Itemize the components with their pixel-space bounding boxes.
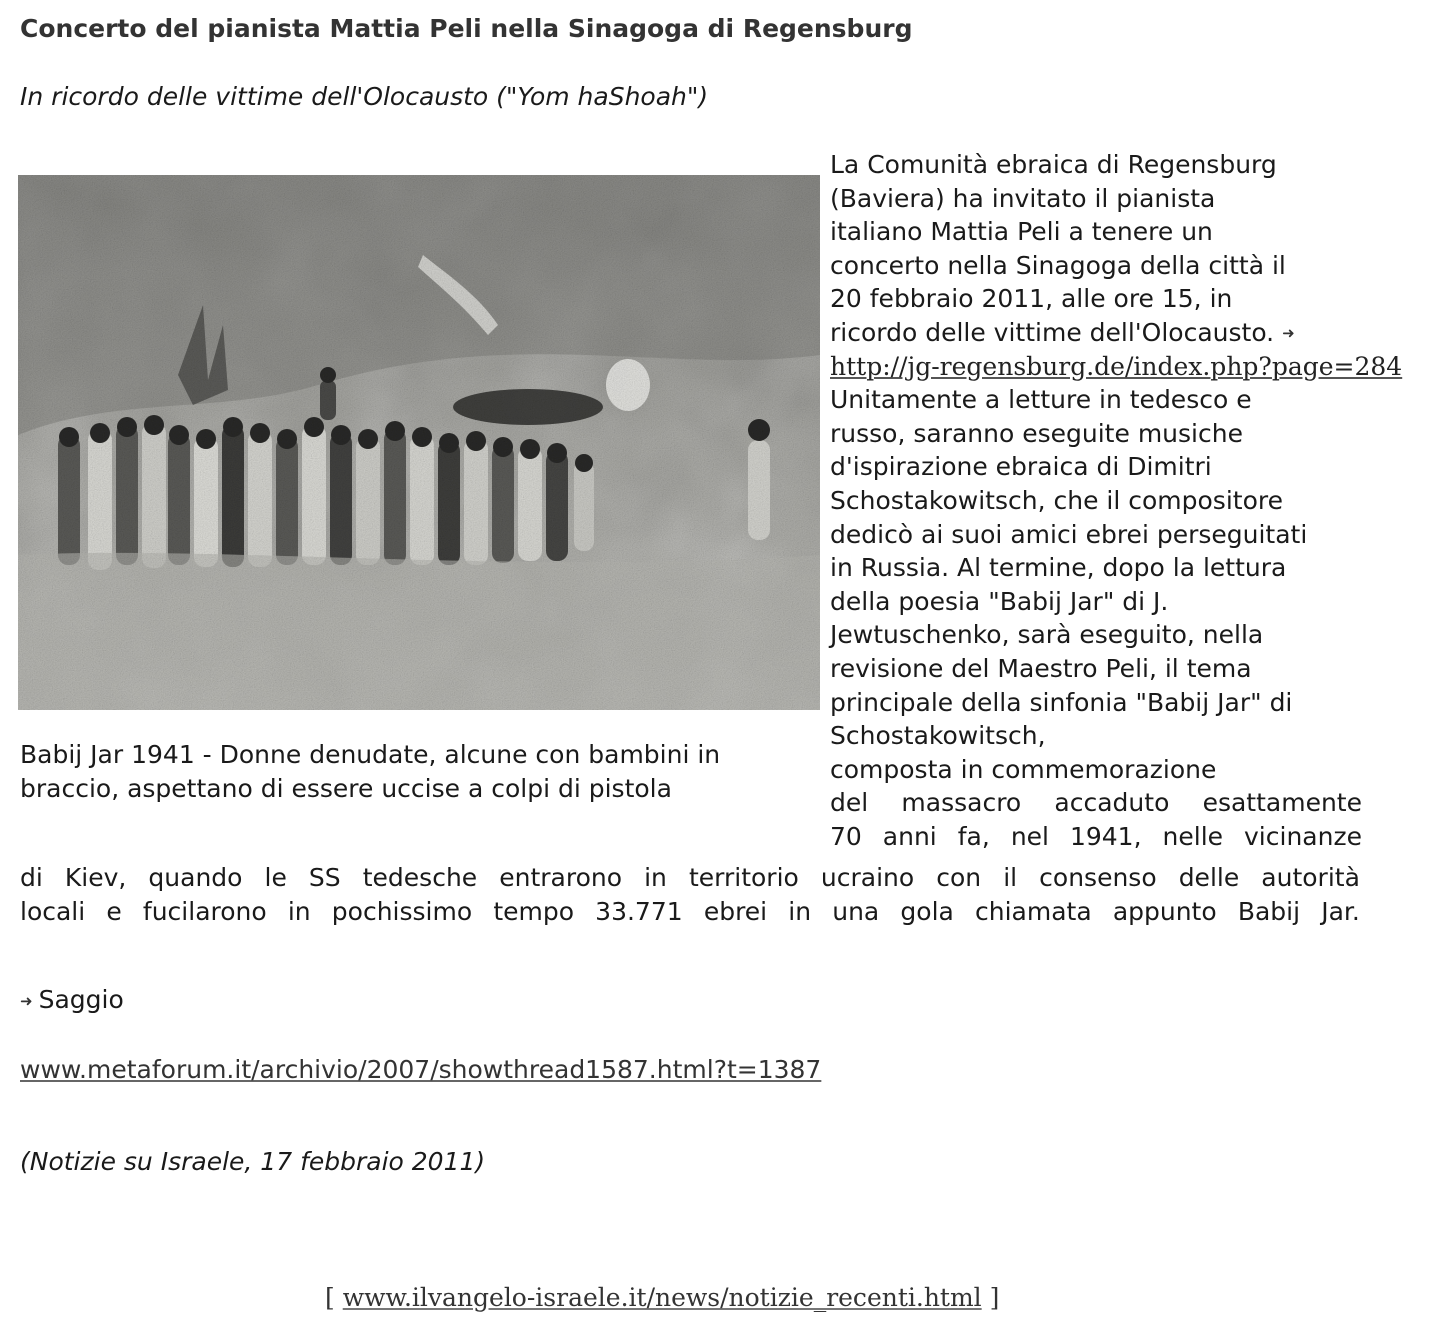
word: nelle [1162, 821, 1224, 851]
body-line: dedicò ai suoi amici ebrei perseguitati [830, 519, 1308, 549]
word: tempo [493, 896, 575, 926]
body-link-line [830, 350, 1430, 384]
body-line: ricordo delle vittime dell'Olocausto. [830, 317, 1275, 347]
caption-line: braccio, aspettano di essere uccise a colpi di pistola [20, 774, 672, 803]
word: fa, [957, 821, 990, 851]
footer-reference [325, 1283, 999, 1312]
word: accaduto [1054, 788, 1170, 818]
body-line: in Russia. Al termine, dopo la lettura [830, 553, 1287, 583]
word: Kiev, [64, 863, 127, 892]
word: tedesche [362, 863, 478, 892]
body-line: composta in commemorazione [830, 754, 1217, 784]
body-line: concerto nella Sinagoga della città il [830, 250, 1286, 280]
word: chiamata [975, 896, 1092, 926]
word: il [1003, 863, 1018, 892]
body-line: Unitamente a letture in tedesco e [830, 385, 1252, 415]
article-title: Concerto del pianista Mattia Peli nella Sinagoga di Regensburg [20, 14, 913, 43]
word: in [644, 863, 667, 892]
word: delle [1178, 863, 1240, 892]
arrow-icon: ➜ [1282, 324, 1295, 343]
word: 33.771 [595, 896, 683, 926]
word: 70 [830, 821, 862, 851]
word: del [830, 788, 869, 818]
photo-caption [20, 738, 820, 806]
word: appunto [1112, 896, 1217, 926]
body-full-line [20, 895, 1360, 929]
footer-bracket-open: [ [325, 1283, 335, 1312]
metaforum-link[interactable]: www.metaforum.it/archivio/2007/showthread1587.html?t=1387 [20, 1055, 822, 1084]
body-line: russo, saranno eseguite musiche [830, 418, 1243, 448]
word: anni [882, 821, 937, 851]
body-full-line [20, 861, 1360, 895]
word: SS [308, 863, 341, 892]
footer-bracket-close: ] [989, 1283, 1000, 1312]
regensburg-link[interactable]: http://jg-regensburg.de/index.php?page=284 [830, 351, 1403, 381]
word: gola [900, 896, 954, 926]
body-justified-line [830, 786, 1362, 820]
article-subtitle: In ricordo delle vittime dell'Olocausto ("Yom haShoah") [20, 82, 709, 111]
article-body-column [830, 148, 1430, 853]
body-justified-line [830, 820, 1362, 854]
word: pochissimo [331, 896, 473, 926]
body-line: La Comunità ebraica di Regensburg [830, 150, 1277, 179]
word: quando [148, 863, 243, 892]
arrow-icon: ➜ [20, 992, 33, 1010]
word: territorio [688, 863, 799, 892]
body-line: (Baviera) ha invitato il pianista [830, 183, 1216, 213]
body-line: 20 febbraio 2011, alle ore 15, in [830, 284, 1233, 314]
word: in [287, 896, 311, 926]
word: entrarono [499, 863, 623, 892]
word: Babij [1237, 896, 1301, 926]
word: con [936, 863, 982, 892]
word: 1941, [1069, 821, 1142, 851]
word: una [832, 896, 880, 926]
body-line: Schostakowitsch, che il compositore [830, 485, 1283, 515]
word: vicinanze [1244, 821, 1362, 851]
word: ebrei [703, 896, 768, 926]
body-line: revisione del Maestro Peli, il tema [830, 653, 1252, 683]
word: e [106, 896, 122, 926]
word: locali [20, 896, 86, 926]
word: in [788, 896, 812, 926]
article-body-full [20, 861, 1360, 928]
body-line: italiano Mattia Peli a tenere un [830, 217, 1213, 247]
body-line: della poesia "Babij Jar" di J. [830, 586, 1169, 616]
body-line: d'ispirazione ebraica di Dimitri [830, 452, 1212, 482]
word: consenso [1039, 863, 1157, 892]
body-line: Jewtuschenko, sarà eseguito, nella [830, 620, 1264, 650]
caption-line: Babij Jar 1941 - Donne denudate, alcune con bambini in [20, 740, 721, 769]
word: massacro [901, 788, 1022, 818]
word: ucraino [820, 863, 915, 892]
historical-photo [18, 175, 820, 710]
word: Jar. [1321, 896, 1360, 926]
article-source: (Notizie su Israele, 17 febbraio 2011) [20, 1147, 486, 1176]
saggio-label: Saggio [38, 985, 124, 1014]
body-line-with-arrow [830, 316, 1430, 350]
body-line: principale della sinfonia "Babij Jar" di [830, 687, 1293, 717]
word: fucilarono [142, 896, 267, 926]
saggio-link[interactable] [20, 985, 124, 1014]
photo-image [18, 175, 820, 710]
word: le [264, 863, 287, 892]
word: nel [1010, 821, 1049, 851]
word: autorità [1261, 863, 1360, 892]
body-line: Schostakowitsch, [830, 721, 1046, 751]
footer-link[interactable]: www.ilvangelo-israele.it/news/notizie_recenti.html [342, 1283, 982, 1312]
word: esattamente [1202, 788, 1362, 818]
word: di [20, 863, 43, 892]
